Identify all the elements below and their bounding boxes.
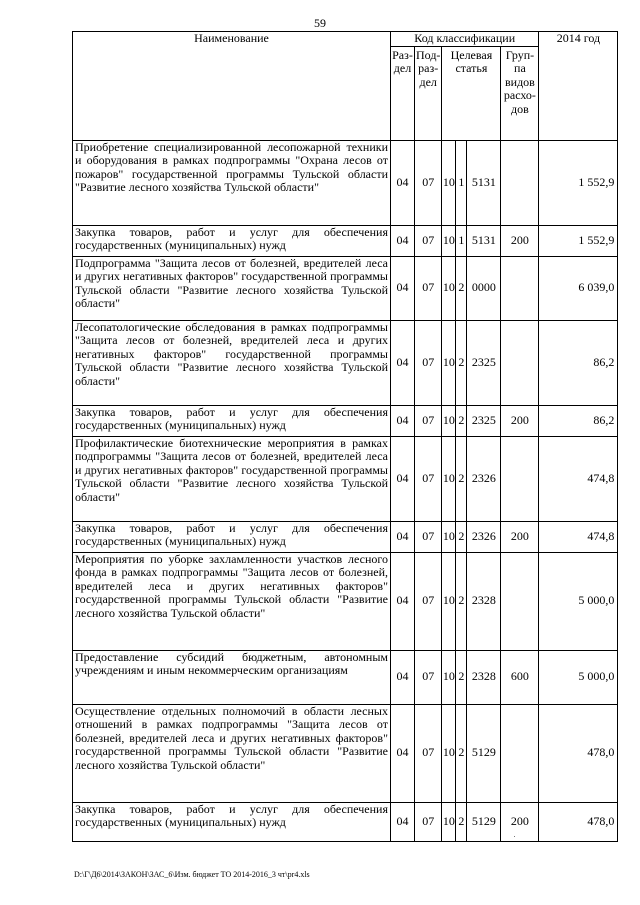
row-expense-group: 600	[501, 650, 539, 704]
row-amount: 478,0	[539, 802, 618, 841]
row-section: 04	[391, 405, 415, 436]
row-subsection: 07	[415, 802, 442, 841]
row-target-program: 10	[442, 256, 456, 320]
row-amount: 478,0	[539, 704, 618, 802]
row-expense-group	[501, 436, 539, 521]
row-section: 04	[391, 650, 415, 704]
row-target-subprogram: 2	[456, 552, 467, 650]
row-expense-group: 200	[501, 405, 539, 436]
row-expense-group	[501, 256, 539, 320]
row-target-program: 10	[442, 405, 456, 436]
row-expense-group: 200	[501, 225, 539, 256]
row-target-subprogram: 2	[456, 704, 467, 802]
header-target: Целевая статья	[442, 46, 501, 140]
row-subsection: 07	[415, 436, 442, 521]
row-target-subprogram: 2	[456, 521, 467, 552]
row-target-item: 0000	[467, 256, 501, 320]
row-target-subprogram: 1	[456, 225, 467, 256]
header-expense-group: Груп-па видов расхо-дов	[501, 46, 539, 140]
row-target-program: 10	[442, 802, 456, 841]
row-section: 04	[391, 320, 415, 405]
table-row	[73, 552, 618, 650]
row-amount: 86,2	[539, 320, 618, 405]
table-row	[73, 650, 618, 704]
row-name: Закупка товаров, работ и услуг для обеспечения государственных (муниципальных) нужд	[73, 802, 391, 841]
row-amount: 86,2	[539, 405, 618, 436]
row-target-subprogram: 2	[456, 320, 467, 405]
scan-mark	[514, 836, 515, 837]
row-subsection: 07	[415, 140, 442, 225]
row-target-program: 10	[442, 320, 456, 405]
row-section: 04	[391, 704, 415, 802]
row-subsection: 07	[415, 256, 442, 320]
row-amount: 474,8	[539, 436, 618, 521]
table-row	[73, 521, 618, 552]
row-section: 04	[391, 256, 415, 320]
row-subsection: 07	[415, 521, 442, 552]
row-name: Подпрограмма "Защита лесов от болезней, вредителей леса и других негативных факторов" государственной программы Тульской области "Развитие лесного хозяйства Тульской области"	[73, 256, 391, 320]
row-target-program: 10	[442, 552, 456, 650]
row-target-program: 10	[442, 521, 456, 552]
table-row	[73, 405, 618, 436]
row-amount: 5 000,0	[539, 552, 618, 650]
file-path-footer: D:\Г\Д6\2014\ЗАКОН\ЗАС_6\Изм. бюджет ТО 2014-2016_3 чт\pr4.xls	[74, 870, 310, 879]
row-target-item: 2326	[467, 521, 501, 552]
row-subsection: 07	[415, 320, 442, 405]
row-target-item: 2328	[467, 552, 501, 650]
row-target-subprogram: 1	[456, 140, 467, 225]
row-amount: 6 039,0	[539, 256, 618, 320]
row-target-item: 2325	[467, 320, 501, 405]
row-expense-group	[501, 140, 539, 225]
row-subsection: 07	[415, 552, 442, 650]
row-target-item: 2328	[467, 650, 501, 704]
row-expense-group	[501, 320, 539, 405]
header-classification: Код классификации	[391, 32, 539, 47]
row-name: Лесопатологические обследования в рамках подпрограммы "Защита лесов от болезней, вредителей леса и других негативных факторов" государственной программы Тульской области "Развитие лесного хозяйства Тульской области"	[73, 320, 391, 405]
row-amount: 474,8	[539, 521, 618, 552]
row-target-item: 5129	[467, 802, 501, 841]
table-row	[73, 802, 618, 841]
row-expense-group	[501, 704, 539, 802]
row-name: Приобретение специализированной лесопожарной техники и оборудования в рамках подпрограммы "Охрана лесов от пожаров" государственной программы Тульской области "Развитие лесного хозяйства Тульской области"	[73, 140, 391, 225]
row-name: Закупка товаров, работ и услуг для обеспечения государственных (муниципальных) нужд	[73, 521, 391, 552]
row-target-item: 2325	[467, 405, 501, 436]
row-expense-group	[501, 552, 539, 650]
row-section: 04	[391, 140, 415, 225]
row-subsection: 07	[415, 405, 442, 436]
header-section: Раз-дел	[391, 46, 415, 140]
header-name: Наименование	[73, 32, 391, 141]
row-name: Предоставление субсидий бюджетным, автономным учреждениям и иным некоммерческим организациям	[73, 650, 391, 704]
header-subsection: Под-раз-дел	[415, 46, 442, 140]
row-name: Осуществление отдельных полномочий в области лесных отношений в рамках подпрограммы "Защита лесов от болезней, вредителей леса и других негативных факторов" государственной программы Тульской области "Развитие лесного хозяйства Тульской области"	[73, 704, 391, 802]
row-expense-group: 200	[501, 802, 539, 841]
page-number: 59	[314, 16, 326, 30]
row-target-item: 2326	[467, 436, 501, 521]
row-section: 04	[391, 225, 415, 256]
row-subsection: 07	[415, 704, 442, 802]
row-section: 04	[391, 436, 415, 521]
row-target-subprogram: 2	[456, 256, 467, 320]
row-expense-group: 200	[501, 521, 539, 552]
header-year: 2014 год	[539, 32, 618, 141]
row-name: Профилактические биотехнические мероприятия в рамках подпрограммы "Защита лесов от болезней, вредителей леса и других негативных факторов" государственной программы Тульской области "Развитие лесного хозяйства Тульской области"	[73, 436, 391, 521]
row-target-item: 5131	[467, 225, 501, 256]
row-target-item: 5131	[467, 140, 501, 225]
row-target-subprogram: 2	[456, 802, 467, 841]
row-section: 04	[391, 521, 415, 552]
table-row	[73, 704, 618, 802]
row-target-program: 10	[442, 140, 456, 225]
row-target-subprogram: 2	[456, 650, 467, 704]
row-section: 04	[391, 552, 415, 650]
table-row	[73, 436, 618, 521]
row-name: Мероприятия по уборке захламленности участков лесного фонда в рамках подпрограммы "Защита лесов от болезней, вредителей леса и других негативных факторов" государственной программы Тульской области "Развитие лесного хозяйства Тульской области"	[73, 552, 391, 650]
row-target-subprogram: 2	[456, 405, 467, 436]
row-name: Закупка товаров, работ и услуг для обеспечения государственных (муниципальных) нужд	[73, 225, 391, 256]
row-amount: 5 000,0	[539, 650, 618, 704]
row-amount: 1 552,9	[539, 140, 618, 225]
row-target-subprogram: 2	[456, 436, 467, 521]
table-row	[73, 320, 618, 405]
row-target-item: 5129	[467, 704, 501, 802]
table-row	[73, 225, 618, 256]
table-row	[73, 256, 618, 320]
row-target-program: 10	[442, 650, 456, 704]
row-subsection: 07	[415, 225, 442, 256]
row-section: 04	[391, 802, 415, 841]
row-subsection: 07	[415, 650, 442, 704]
row-target-program: 10	[442, 704, 456, 802]
table-row	[73, 140, 618, 225]
row-target-program: 10	[442, 225, 456, 256]
row-amount: 1 552,9	[539, 225, 618, 256]
row-target-program: 10	[442, 436, 456, 521]
budget-table	[72, 31, 618, 842]
row-name: Закупка товаров, работ и услуг для обеспечения государственных (муниципальных) нужд	[73, 405, 391, 436]
